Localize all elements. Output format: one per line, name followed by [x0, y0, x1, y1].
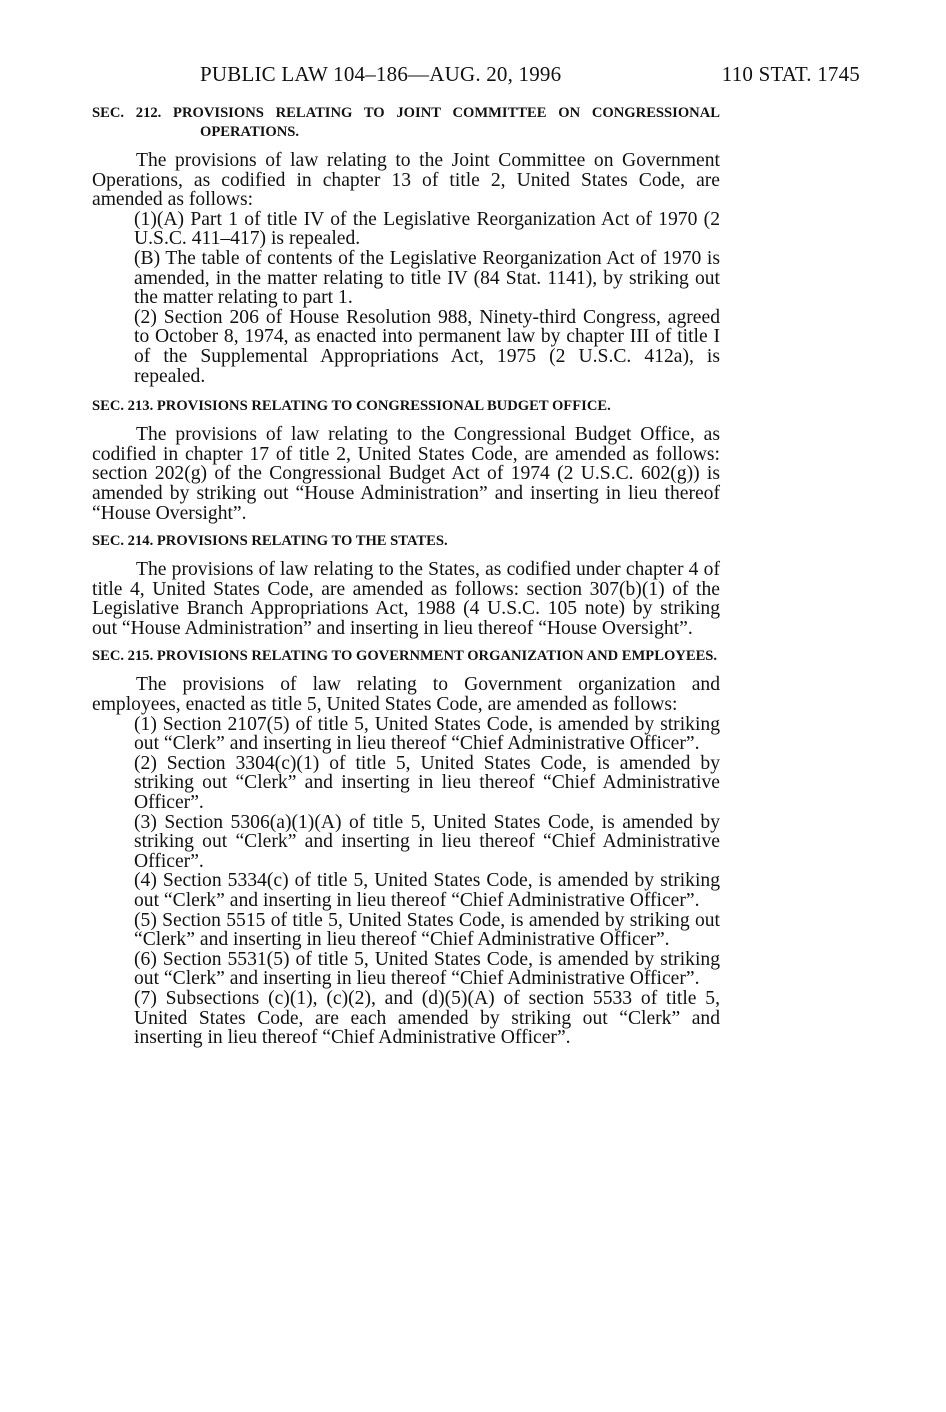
- list-item: (1) Section 2107(5) of title 5, United States Code, is amended by striking out “Clerk” and inserting in lieu thereof “Chief Administrative Officer”.: [134, 713, 720, 755]
- section-intro-213: The provisions of law relating to the Congressional Budget Office, as codified in chapter 17 of title 2, United States Code, are amended as follows: section 202(g) of the Congressional Budget Act of 1974 (2 U.S.C. 602(g)) is amended by striking out “House Administration” and inserting in lieu thereof “House Oversight”.: [92, 424, 720, 524]
- running-header: [200, 62, 860, 88]
- list-item: (1)(A) Part 1 of title IV of the Legislative Reorganization Act of 1970 (2 U.S.C. 411–417) is repealed.: [134, 208, 720, 250]
- section-heading-212: SEC. 212. PROVISIONS RELATING TO JOINT COMMITTEE ON CONGRESSIONAL OPERATIONS.: [92, 105, 720, 140]
- list-item: (5) Section 5515 of title 5, United States Code, is amended by striking out “Clerk” and inserting in lieu thereof “Chief Administrative Officer”.: [134, 909, 720, 951]
- list-item: (7) Subsections (c)(1), (c)(2), and (d)(5)(A) of section 5533 of title 5, United States Code, are each amended by striking out “Clerk” and inserting in lieu thereof “Chief Administrative Officer”.: [134, 987, 720, 1049]
- section-heading-214: SEC. 214. PROVISIONS RELATING TO THE STATES.: [92, 533, 448, 550]
- list-item: (3) Section 5306(a)(1)(A) of title 5, United States Code, is amended by striking out “Clerk” and inserting in lieu thereof “Chief Administrative Officer”.: [134, 811, 720, 872]
- list-item: (6) Section 5531(5) of title 5, United States Code, is amended by striking out “Clerk” and inserting in lieu thereof “Chief Administrative Officer”.: [134, 948, 720, 990]
- header-page-number: 110 STAT. 1745: [721, 62, 860, 86]
- list-item: (4) Section 5334(c) of title 5, United States Code, is amended by striking out “Clerk” and inserting in lieu thereof “Chief Administrative Officer”.: [134, 870, 720, 911]
- list-item: (B) The table of contents of the Legislative Reorganization Act of 1970 is amended, in the matter relating to title IV (84 Stat. 1141), by striking out the matter relating to part 1.: [134, 247, 720, 309]
- section-heading-215: SEC. 215. PROVISIONS RELATING TO GOVERNMENT ORGANIZATION AND EMPLOYEES.: [92, 648, 718, 665]
- section-intro-212: The provisions of law relating to the Joint Committee on Government Operations, as codified in chapter 13 of title 2, United States Code, are amended as follows:: [92, 150, 720, 211]
- page-body: [92, 104, 720, 1048]
- header-law-citation: PUBLIC LAW 104–186—AUG. 20, 1996: [200, 62, 562, 86]
- list-item: (2) Section 206 of House Resolution 988, Ninety-third Congress, agreed to October 8, 1974, as enacted into permanent law by chapter III of title I of the Supplemental Appropriations Act, 1975 (2 U.S.C. 412a), is repealed.: [134, 306, 720, 387]
- list-item: (2) Section 3304(c)(1) of title 5, United States Code, is amended by striking out “Clerk” and inserting in lieu thereof “Chief Administrative Officer”.: [134, 752, 720, 814]
- section-heading-213: SEC. 213. PROVISIONS RELATING TO CONGRESSIONAL BUDGET OFFICE.: [92, 398, 611, 415]
- section-intro-215: The provisions of law relating to Government organization and employees, enacted as title 5, United States Code, are amended as follows:: [92, 674, 720, 716]
- section-intro-214: The provisions of law relating to the States, as codified under chapter 4 of title 4, United States Code, are amended as follows: section 307(b)(1) of the Legislative Branch Appropriations Act, 1988 (4 U.S.C. 105 note) by striking out “House Administration” and inserting in lieu thereof “House Oversight”.: [92, 559, 720, 639]
